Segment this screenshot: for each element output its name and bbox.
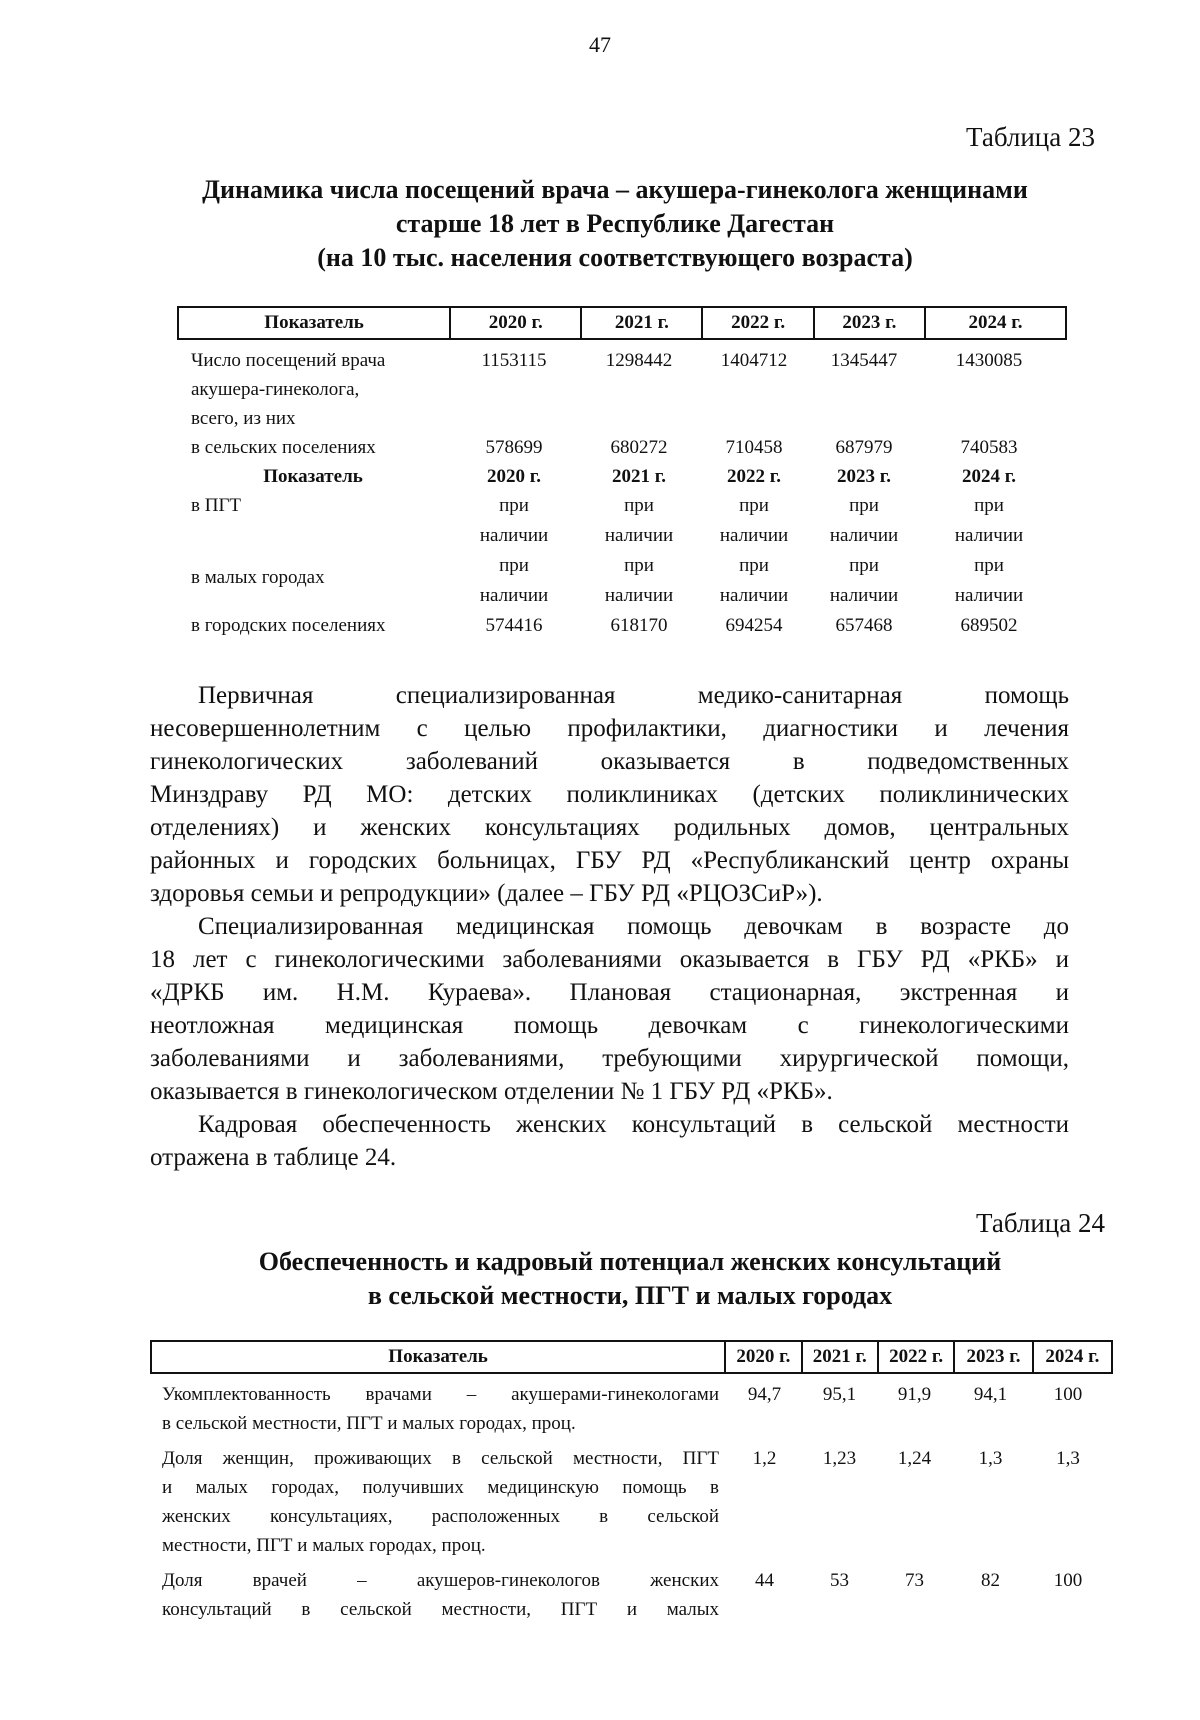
row-label-line: всего, из них [191, 408, 296, 429]
table-cell: при наличии [829, 555, 899, 606]
table-cell: 1,24 [897, 1448, 932, 1469]
paragraph-primary-care [150, 679, 1069, 910]
table-cell: при наличии [479, 495, 549, 546]
header-cell: 2021 г. [580, 308, 701, 338]
table23-title-line: старше 18 лет в Республике Дагестан [395, 209, 835, 238]
table24-label: Таблица 24 [976, 1208, 1105, 1238]
table-cell: 1,23 [822, 1448, 857, 1469]
table-cell: 1,3 [978, 1448, 1003, 1469]
row-label-line: местности, ПГТ и малых городах, проц. [162, 1535, 486, 1556]
row-label-line: женских консультациях, расположенных в сельской [162, 1506, 719, 1527]
table23 [177, 306, 1067, 640]
page-number: 47 [589, 32, 611, 57]
header-cell: 2023 г. [813, 308, 924, 338]
header-cell: 2022 г. [727, 466, 781, 487]
table-cell: 740583 [960, 437, 1018, 458]
row-label-line: в сельской местности, ПГТ и малых городах, проц. [162, 1413, 576, 1434]
header-cell: 2020 г. [724, 1342, 800, 1372]
table-cell: 100 [1053, 1384, 1083, 1405]
text-line: неотложная медицинская помощь девочкам с гинекологическими [150, 1012, 1069, 1039]
table-cell: 657468 [835, 615, 893, 636]
table23-header [177, 306, 1067, 340]
table-cell: 574416 [485, 615, 543, 636]
row-label-line: Число посещений врача [191, 350, 386, 371]
table-cell: при наличии [719, 555, 789, 606]
table-cell: при наличии [479, 555, 549, 606]
text-line: «ДРКБ им. Н.М. Кураева». Плановая стационарная, экстренная и [150, 979, 1069, 1006]
row-label: в городских поселениях [191, 615, 386, 636]
table-cell: 680272 [610, 437, 668, 458]
row-label-line: Укомплектованность врачами – акушерами-гинекологами [162, 1384, 719, 1405]
row-label [177, 346, 449, 433]
table-cell: 618170 [610, 615, 668, 636]
row-label-line: Доля женщин, проживающих в сельской местности, ПГТ [162, 1448, 719, 1469]
text-line: заболеваниями и заболеваниями, требующими хирургической помощи, [150, 1045, 1069, 1072]
row-label: в сельских поселениях [191, 437, 376, 458]
table-cell: 1,3 [1056, 1448, 1080, 1469]
header-cell: 2021 г. [801, 1342, 877, 1372]
table-cell: при наличии [954, 555, 1024, 606]
table-cell: 100 [1053, 1570, 1083, 1591]
text-line: Минздраву РД МО: детских поликлиниках (детских поликлинических [150, 781, 1069, 808]
header-cell: Показатель [263, 466, 363, 487]
table23-title [150, 173, 1080, 275]
header-cell: 2020 г. [487, 466, 541, 487]
header-cell: 2024 г. [924, 308, 1065, 338]
text-line: гинекологических заболеваний оказывается в подведомственных [150, 748, 1069, 775]
table-row [177, 491, 1067, 551]
text-line: отделениях) и женских консультациях родильных домов, центральных [150, 814, 1069, 841]
table-cell: 91,9 [897, 1384, 932, 1405]
table-row [150, 1566, 1113, 1624]
table23-title-line: Динамика числа посещений врача – акушера-гинеколога женщинами [202, 175, 1028, 204]
paragraph-specialized-care [150, 910, 1069, 1108]
row-label-line: акушера-гинеколога, [191, 379, 360, 400]
header-cell: Показатель [264, 312, 364, 333]
row-label [150, 1444, 727, 1560]
row-label [150, 1566, 727, 1624]
table-cell: 82 [981, 1570, 1000, 1591]
table23-label: Таблица 23 [966, 122, 1095, 152]
table-cell: 1298442 [605, 350, 673, 371]
table-cell: 94,7 [747, 1384, 782, 1405]
header-cell: 2021 г. [612, 466, 666, 487]
table-cell: 710458 [725, 437, 783, 458]
text-line: Кадровая обеспеченность женских консультаций в сельской местности [198, 1111, 1069, 1138]
text-line: Специализированная медицинская помощь девочкам в возрасте до [198, 913, 1069, 940]
table-row [150, 1444, 1113, 1560]
table-row [177, 346, 1067, 433]
table-cell: 694254 [725, 615, 783, 636]
row-label-line: Доля врачей – акушеров-гинекологов женских [162, 1570, 719, 1591]
table24-title-line: Обеспеченность и кадровый потенциал женских консультаций [258, 1247, 1002, 1276]
header-cell: 2024 г. [1032, 1342, 1111, 1372]
text-line: 18 лет с гинекологическими заболеваниями оказывается в ГБУ РД «РКБ» и [150, 946, 1069, 973]
table24-title-line: в сельской местности, ПГТ и малых городах [367, 1281, 893, 1310]
table-cell: при наличии [719, 495, 789, 546]
header-cell: 2024 г. [962, 466, 1016, 487]
row-label-line: и малых городах, получивших медицинскую помощь в [162, 1477, 719, 1498]
row-label: в ПГТ [191, 495, 242, 516]
table-cell: 578699 [485, 437, 543, 458]
table-cell: 95,1 [822, 1384, 857, 1405]
table24-title [150, 1245, 1110, 1313]
header-cell: 2022 г. [701, 308, 812, 338]
table-cell: 1430085 [955, 350, 1023, 371]
header-cell: Показатель [388, 1346, 488, 1367]
paragraph-staffing [150, 1108, 1069, 1174]
table-subheader [177, 462, 1067, 491]
text-line: районных и городских больницах, ГБУ РД «Республиканский центр охраны [150, 847, 1069, 874]
text-line: Первичная специализированная медико-санитарная помощь [198, 682, 1069, 709]
table-cell: при наличии [954, 495, 1024, 546]
text-line: оказывается в гинекологическом отделении № 1 ГБУ РД «РКБ». [150, 1078, 833, 1105]
row-label-line: консультаций в сельской местности, ПГТ и малых [162, 1599, 719, 1620]
table-row [177, 433, 1067, 462]
text-line: несовершеннолетним с целью профилактики, диагностики и лечения [150, 715, 1069, 742]
table-cell: 1404712 [720, 350, 788, 371]
table-cell: 53 [830, 1570, 849, 1591]
table-cell: при наличии [604, 555, 674, 606]
table-cell: 1153115 [481, 350, 547, 371]
header-cell: 2023 г. [953, 1342, 1031, 1372]
row-label: в малых городах [191, 567, 325, 588]
header-cell: 2020 г. [449, 308, 580, 338]
table24 [150, 1340, 1113, 1624]
table-cell: 1,2 [752, 1448, 777, 1469]
table-cell: 44 [755, 1570, 774, 1591]
header-cell: 2022 г. [877, 1342, 953, 1372]
table-row [177, 611, 1067, 640]
table-cell: при наличии [829, 495, 899, 546]
row-label [150, 1380, 727, 1438]
table-row [150, 1380, 1113, 1438]
text-line: отражена в таблице 24. [150, 1144, 397, 1171]
table-cell: 687979 [835, 437, 893, 458]
table-cell: при наличии [604, 495, 674, 546]
header-cell: 2023 г. [837, 466, 891, 487]
table24-header [150, 1340, 1113, 1374]
text-line: здоровья семьи и репродукции» (далее – ГБУ РД «РЦОЗСиР»). [150, 880, 823, 907]
table-cell: 1345447 [830, 350, 898, 371]
table23-title-line: (на 10 тыс. населения соответствующего возраста) [317, 243, 913, 272]
table-cell: 689502 [960, 615, 1018, 636]
table-cell: 73 [905, 1570, 924, 1591]
table-cell: 94,1 [973, 1384, 1008, 1405]
table-row [177, 551, 1067, 611]
